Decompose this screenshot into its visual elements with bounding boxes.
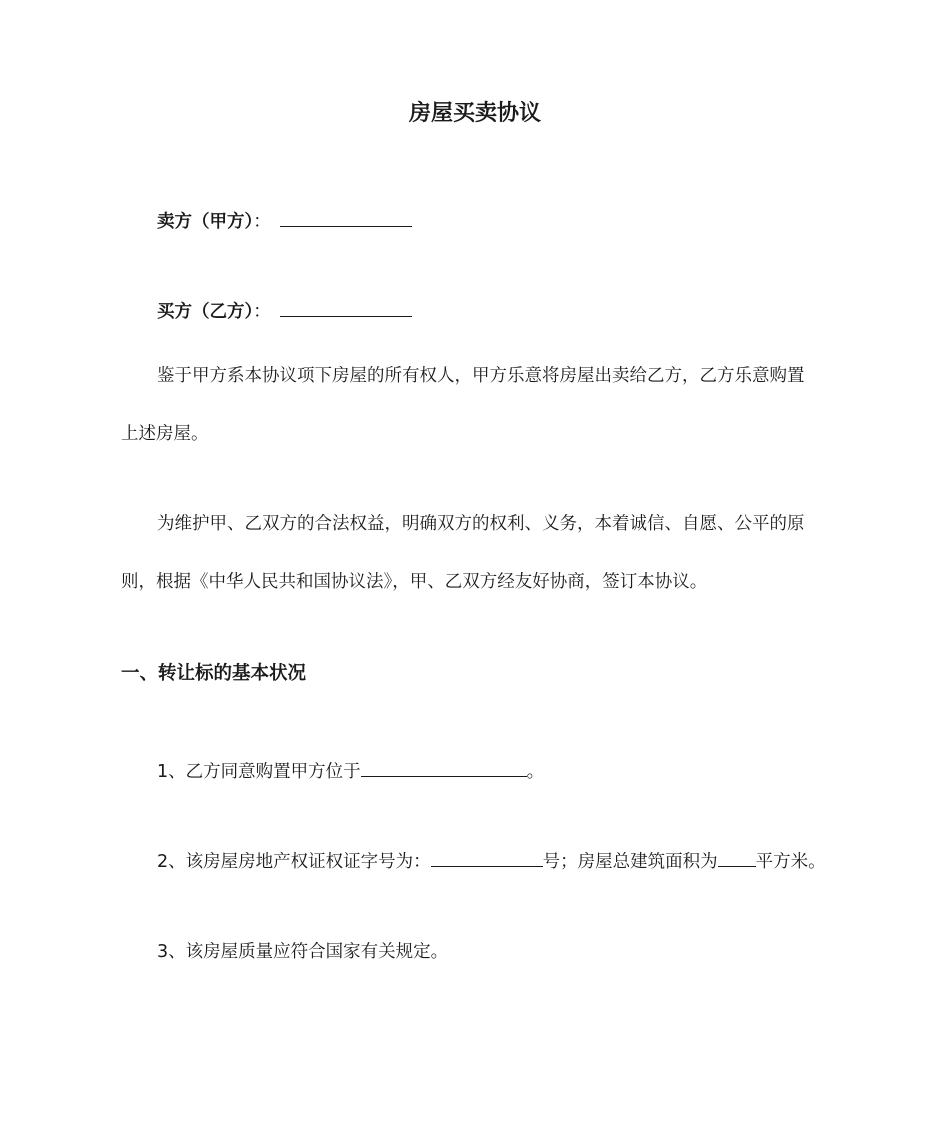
seller-label: 卖方（甲方） (157, 212, 254, 232)
clause-2-middle: 号；房屋总建筑面积为 (542, 852, 718, 872)
clause-2 (157, 848, 826, 874)
preamble-2-line-2: 则，根据《中华人民共和国协议法》，甲、乙双方经友好协商，签订本协议。 (121, 572, 708, 592)
section-1-heading: 一、转让标的基本状况 (121, 663, 307, 684)
clause-2-prefix: 2、该房屋房地产权证权证字号为： (157, 852, 431, 872)
clause-1-suffix: 。 (526, 762, 545, 782)
buyer-line (157, 298, 412, 324)
property-location-blank[interactable] (361, 758, 527, 777)
seller-colon: ： (253, 212, 271, 232)
clause-1-prefix: 1、乙方同意购置甲方位于 (157, 762, 361, 782)
seller-line (157, 208, 412, 234)
seller-name-blank[interactable] (280, 208, 412, 227)
floor-area-blank[interactable] (718, 848, 756, 867)
buyer-name-blank[interactable] (280, 298, 412, 317)
buyer-colon: ： (253, 302, 271, 322)
clause-2-suffix: 平方米。 (755, 852, 826, 872)
certificate-number-blank[interactable] (431, 848, 543, 867)
document-title: 房屋买卖协议 (408, 101, 541, 126)
buyer-label: 买方（乙方） (157, 302, 254, 322)
clause-1 (157, 758, 544, 784)
preamble-1-line-1: 鉴于甲方系本协议项下房屋的所有权人，甲方乐意将房屋出卖给乙方，乙方乐意购置 (157, 366, 805, 386)
preamble-1-line-2: 上述房屋。 (121, 424, 209, 444)
preamble-2-line-1: 为维护甲、乙双方的合法权益，明确双方的权利、义务，本着诚信、自愿、公平的原 (157, 514, 805, 534)
clause-3: 3、该房屋质量应符合国家有关规定。 (157, 942, 449, 962)
